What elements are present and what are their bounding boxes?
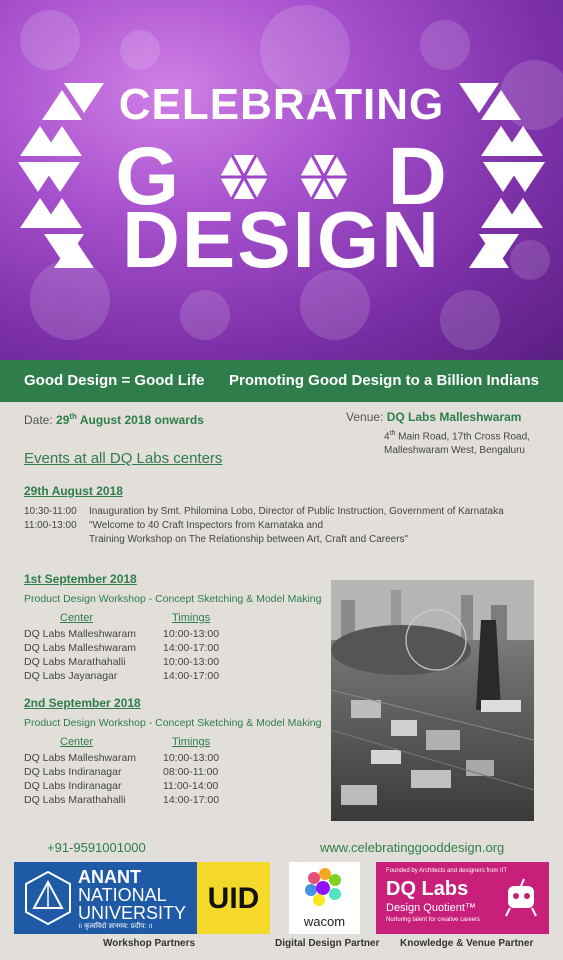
day1-desc-3: Training Workshop on The Relationship between Art, Craft and Careers" (89, 534, 409, 545)
uid-text: UID (207, 882, 260, 915)
day2-time-3: 10:00-13:00 (163, 656, 220, 668)
dq-subtitle: Design Quotient™ (386, 902, 476, 914)
venue-address: 4th Main Road, 17th Cross Road, Malleshwaram West, Bengaluru (384, 430, 530, 457)
anant-national-university-logo (14, 862, 197, 934)
dq-labs-logo (376, 862, 549, 934)
dq-mascot-icon (500, 876, 544, 920)
day1-desc-2: "Welcome to 40 Craft Inspectors from Karnataka and (89, 520, 324, 531)
tagline-left: Good Design = Good Life (24, 372, 205, 389)
day3-time-2: 08:00-11:00 (163, 766, 219, 778)
wacom-text: wacom (303, 914, 346, 929)
dq-name: DQ Labs (386, 878, 469, 900)
day2-center-1: DQ Labs Malleshwaram (24, 628, 137, 640)
event-venue: Venue: DQ Labs Malleshwaram (346, 410, 522, 424)
tagline-right: Promoting Good Design to a Billion Indians (229, 372, 539, 389)
day3-heading: 2nd September 2018 (24, 696, 141, 710)
day3-time-4: 14:00-17:00 (163, 794, 220, 806)
day1-time-1: 10:30-11:00 (24, 506, 77, 517)
day3-workshop-title: Product Design Workshop - Concept Sketching & Model Making (24, 717, 322, 729)
day3-center-3: DQ Labs Indiranagar (24, 780, 122, 792)
website-link[interactable]: www.celebratinggooddesign.org (320, 840, 505, 855)
day2-center-2: DQ Labs Malleshwaram (24, 642, 137, 654)
tagline-band (0, 360, 563, 402)
day3-time-1: 10:00-13:00 (163, 752, 220, 764)
event-date: Date: 29th August 2018 onwards (24, 412, 204, 427)
dq-tagline: Nurturing talent for creative careers (386, 917, 481, 923)
day2-col-center: Center (60, 612, 94, 624)
day2-time-2: 14:00-17:00 (163, 642, 220, 654)
contact-phone: +91-9591001000 (47, 840, 146, 855)
hero-banner (0, 0, 563, 360)
wacom-logo (289, 862, 360, 934)
anu-line1: ANANT (78, 867, 141, 887)
model-making-photo (331, 580, 534, 821)
hero-letter-d: D (387, 131, 448, 223)
day1-heading: 29th August 2018 (24, 484, 123, 498)
uid-logo (197, 862, 270, 934)
day3-col-center: Center (60, 736, 94, 748)
day2-workshop-title: Product Design Workshop - Concept Sketching & Model Making (24, 593, 322, 605)
wacom-emblem-icon (299, 866, 349, 912)
hero-letter-g: G (115, 131, 180, 223)
day3-time-3: 11:00-14:00 (163, 780, 219, 792)
events-heading: Events at all DQ Labs centers (24, 450, 223, 467)
day3-center-2: DQ Labs Indiranagar (24, 766, 122, 778)
dq-top-text: Founded by Architects and designers from IIT (386, 868, 508, 874)
hero-line-design: DESIGN (122, 195, 441, 284)
day1-desc-1: Inauguration by Smt. Philomina Lobo, Director of Public Instruction, Government of Karnataka (89, 506, 504, 517)
anu-motto: ॥ कृत्वविदो ज्ञानमय: प्रदीप: ॥ (78, 923, 153, 930)
caption-knowledge-partner: Knowledge & Venue Partner (400, 938, 534, 949)
day2-center-4: DQ Labs Jayanagar (24, 670, 118, 682)
anu-emblem-icon (22, 868, 74, 928)
day2-center-3: DQ Labs Marathahalli (24, 656, 126, 668)
day3-col-timings: Timings (172, 736, 211, 748)
anu-line3: UNIVERSITY (78, 903, 187, 923)
day2-heading: 1st September 2018 (24, 572, 137, 586)
caption-workshop-partners: Workshop Partners (103, 938, 196, 949)
day1-time-2: 11:00-13:00 (24, 520, 77, 531)
day3-center-1: DQ Labs Malleshwaram (24, 752, 137, 764)
anu-line2: NATIONAL (78, 885, 167, 905)
hero-line-celebrating: CELEBRATING (118, 80, 445, 129)
caption-digital-partner: Digital Design Partner (275, 938, 380, 949)
day2-time-4: 14:00-17:00 (163, 670, 220, 682)
day2-time-1: 10:00-13:00 (163, 628, 220, 640)
day3-center-4: DQ Labs Marathahalli (24, 794, 126, 806)
day2-col-timings: Timings (172, 612, 211, 624)
